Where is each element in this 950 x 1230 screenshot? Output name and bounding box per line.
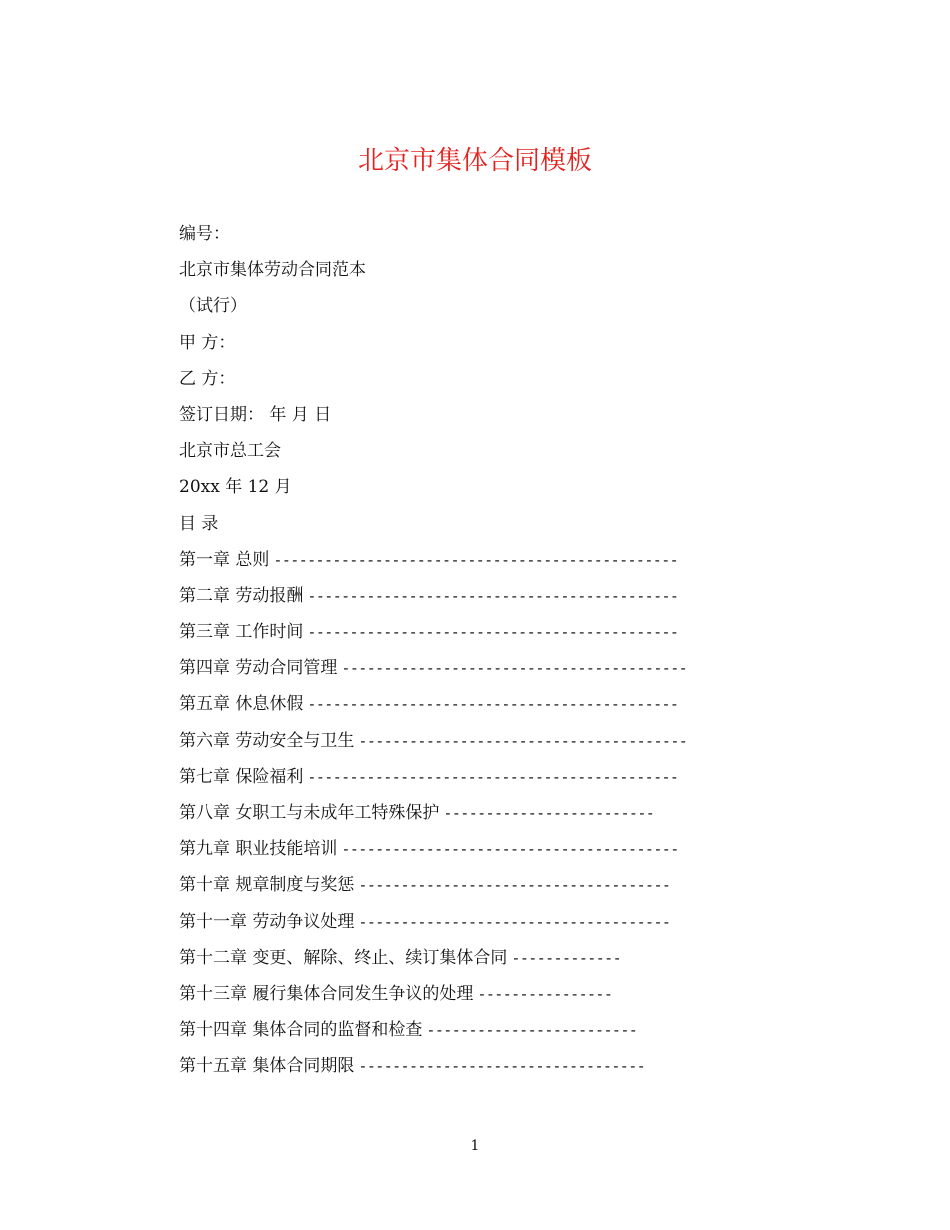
toc-entry-leader: --------------------------------------------	[307, 586, 679, 605]
party-b-label: 乙 方：	[179, 368, 236, 389]
page-number: 1	[470, 1138, 480, 1154]
toc-entry[interactable]	[179, 976, 779, 1012]
toc-entry[interactable]	[179, 940, 779, 976]
party-a-label: 甲 方：	[179, 332, 236, 353]
toc-entry[interactable]	[179, 1048, 779, 1084]
toc-entry-label: 第一章 总则	[179, 549, 270, 570]
toc-entry-leader: -------------------------------------	[358, 912, 671, 931]
toc-entry-leader: ------------------------------------------------	[273, 550, 679, 569]
toc-entry-label: 第七章 保险福利	[179, 766, 304, 787]
toc-entry-label: 第三章 工作时间	[179, 622, 304, 643]
toc-entry[interactable]	[179, 904, 779, 940]
toc-entry-leader: --------------------------------------------	[307, 695, 679, 714]
toc-entry-leader: -------------------------	[426, 1021, 638, 1040]
toc-entry[interactable]	[179, 759, 779, 795]
table-of-contents	[179, 542, 779, 1085]
contract-number-label: 编号：	[179, 224, 230, 244]
issuer-name: 北京市总工会	[179, 441, 281, 462]
toc-entry-leader: -------------------------------------	[358, 876, 671, 895]
toc-entry-label: 第十章 规章制度与奖惩	[179, 875, 355, 896]
toc-entry-leader: ----------------------------------------	[341, 840, 679, 859]
toc-entry[interactable]	[179, 723, 779, 759]
toc-entry-label: 第九章 职业技能培训	[179, 839, 338, 860]
toc-entry-leader: -------------	[511, 948, 622, 967]
trial-note: （试行）	[179, 296, 247, 317]
issue-date: 20xx 年 12 月	[179, 477, 292, 498]
toc-entry[interactable]	[179, 542, 779, 578]
toc-entry-leader: --------------------------------------------	[307, 767, 679, 786]
toc-entry[interactable]	[179, 831, 779, 867]
document-title: 北京市集体合同模板	[357, 146, 592, 176]
contract-subtitle: 北京市集体劳动合同范本	[179, 260, 366, 281]
toc-entry-label: 第五章 休息休假	[179, 694, 304, 715]
toc-entry[interactable]	[179, 614, 779, 650]
toc-entry-leader: -------------------------	[443, 804, 655, 822]
toc-entry-label: 第十五章 集体合同期限	[179, 1056, 355, 1077]
toc-entry-label: 第十一章 劳动争议处理	[179, 911, 355, 932]
toc-entry-label: 第六章 劳动安全与卫生	[179, 730, 355, 751]
toc-heading: 目 录	[179, 513, 219, 534]
toc-entry[interactable]	[179, 795, 779, 831]
toc-entry[interactable]	[179, 578, 779, 614]
toc-entry-leader: ----------------	[477, 984, 613, 1003]
toc-entry-label: 第四章 劳动合同管理	[179, 658, 338, 679]
toc-entry-label: 第十二章 变更、解除、终止、续订集体合同	[179, 947, 508, 968]
toc-entry-leader: --------------------------------------------	[307, 623, 679, 642]
toc-entry-leader: ---------------------------------------	[358, 731, 688, 750]
toc-entry-label: 第二章 劳动报酬	[179, 585, 304, 606]
toc-entry[interactable]	[179, 650, 779, 686]
toc-entry-leader: -----------------------------------------	[341, 659, 688, 678]
toc-entry[interactable]	[179, 686, 779, 722]
toc-entry-label: 第八章 女职工与未成年工特殊保护	[179, 803, 440, 823]
toc-entry-leader: ----------------------------------	[358, 1057, 646, 1076]
toc-entry[interactable]	[179, 867, 779, 903]
toc-entry[interactable]	[179, 1012, 779, 1048]
signing-date-label: 签订日期： 年 月 日	[179, 404, 332, 425]
toc-entry-label: 第十四章 集体合同的监督和检查	[179, 1020, 423, 1041]
document-body	[179, 216, 779, 1085]
toc-entry-label: 第十三章 履行集体合同发生争议的处理	[179, 983, 474, 1004]
